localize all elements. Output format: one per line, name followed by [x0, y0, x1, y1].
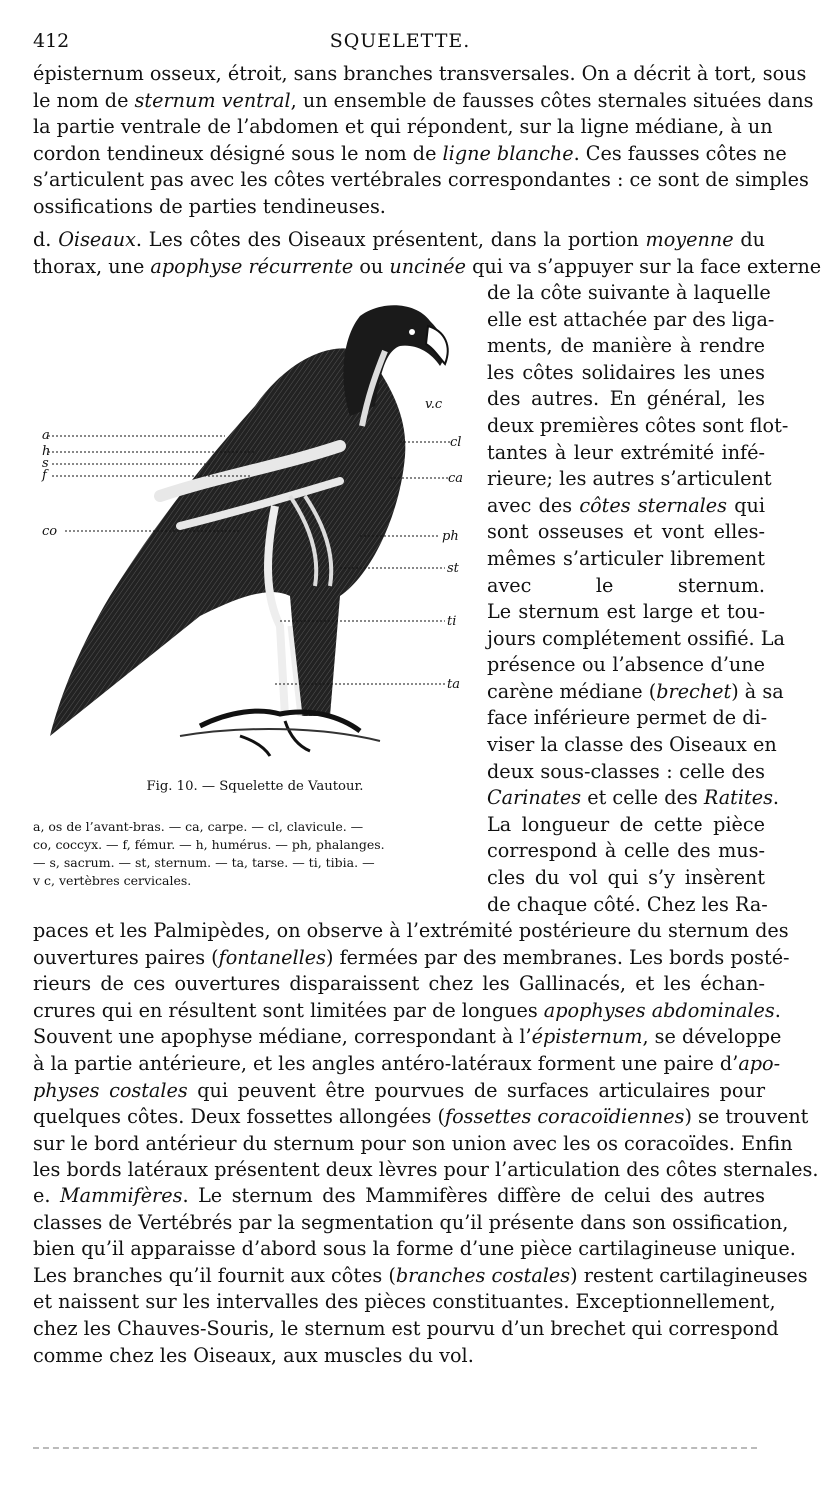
text-line: thorax, une apophyse récurrente ou uncinée qui va s’appuyer sur la face externe	[33, 254, 821, 278]
text-line: comme chez les Oiseaux, aux muscles du vol.	[33, 1343, 474, 1367]
text-line: mêmes s’articuler librement	[487, 547, 765, 570]
italic-term: physes costales	[33, 1078, 188, 1102]
text-line: de chaque côté. Chez les Ra-	[487, 892, 768, 916]
text-line: épisternum osseux, étroit, sans branches transversales. On a décrit à tort, sous	[33, 62, 807, 85]
text-line: ments, de manière à rendre	[487, 334, 765, 358]
italic-term: fontanelles	[218, 945, 326, 969]
label-a: a	[42, 428, 50, 443]
text-line: le nom de sternum ventral, un ensemble de fausses côtes sternales situées dans	[33, 88, 814, 112]
text-line: viser la classe des Oiseaux en	[487, 733, 777, 756]
text-line: physes costales qui peuvent être pourvues de surfaces articulaires pour	[33, 1078, 766, 1102]
text-line: sur le bord antérieur du sternum pour son union avec les os coracoïdes. Enfin	[33, 1131, 793, 1155]
legend-line: — s, sacrum. — st, sternum. — ta, tarse. — ti, tibia. —	[33, 855, 375, 870]
text-line: d. Oiseaux. Les côtes des Oiseaux présentent, dans la portion moyenne du	[33, 228, 766, 251]
text-line: carène médiane (brechet) à sa	[487, 679, 784, 703]
label-vc: v.c	[425, 397, 443, 412]
running-title: SQUELETTE.	[329, 30, 471, 52]
text-line: La longueur de cette pièce	[487, 812, 765, 836]
legend-line: co, coccyx. — f, fémur. — h, humérus. — ph, phalanges.	[33, 837, 385, 852]
vulture-skeleton-illustration	[40, 296, 464, 770]
text-line: les bords latéraux présentent deux lèvres pour l’articulation des côtes sternales.	[33, 1158, 819, 1182]
label-f: f	[42, 468, 47, 483]
italic-term: Mammifères	[59, 1184, 183, 1207]
text-line: crures qui en résultent sont limitées par de longues apophyses abdominales.	[33, 998, 781, 1022]
italic-term: apophyse récurrente	[150, 254, 354, 278]
text-line: correspond à celle des mus-	[487, 839, 765, 863]
text-line: Les branches qu’il fournit aux côtes (branches costales) restent cartilagineuses	[33, 1263, 808, 1287]
text-line: deux premières côtes sont flot-	[487, 414, 789, 437]
text-line: classes de Vertébrés par la segmentation qu’il présente dans son ossification,	[33, 1210, 789, 1234]
text-line: rieurs de ces ouvertures disparaissent chez les Gallinacés, et les échan-	[33, 972, 765, 996]
text-line: rieure; les autres s’articulent	[487, 467, 772, 491]
label-s: s	[42, 456, 49, 471]
text-line: tantes à leur extrémité infé-	[487, 440, 765, 464]
footer-rule	[33, 1447, 757, 1449]
label-h: h	[42, 444, 51, 459]
text-line: avec le sternum.	[487, 573, 765, 597]
italic-term: Ratites	[703, 786, 773, 810]
text-line: jours complétement ossifié. La	[487, 626, 785, 650]
text-line: face inférieure permet de di-	[487, 706, 768, 730]
label-st: st	[447, 561, 459, 576]
legend-line: v c, vertèbres cervicales.	[33, 873, 192, 888]
italic-term: Oiseaux	[58, 228, 136, 251]
text-line: présence ou l’absence d’une	[487, 653, 765, 677]
italic-term: brechet	[656, 679, 732, 703]
italic-term: branches costales	[395, 1263, 571, 1287]
label-cl: cl	[450, 435, 462, 450]
italic-term: apophyses abdominales	[543, 998, 775, 1022]
label-co: co	[42, 524, 58, 539]
text-line: les côtes solidaires les unes	[487, 360, 765, 384]
text-line: sont osseuses et vont elles-	[487, 520, 765, 544]
italic-term: épisternum	[531, 1025, 643, 1049]
text-line: paces et les Palmipèdes, on observe à l’extrémité postérieure du sternum des	[33, 919, 789, 942]
text-line: Le sternum est large et tou-	[487, 600, 765, 623]
text-line: elle est attachée par des liga-	[487, 307, 775, 331]
italic-term: côtes sternales	[579, 493, 727, 517]
label-ta: ta	[447, 677, 460, 692]
text-line: des autres. En général, les	[487, 387, 765, 411]
text-line: ouvertures paires (fontanelles) fermées par des membranes. Les bords posté-	[33, 945, 790, 969]
figure-caption: Fig. 10. — Squelette de Vautour.	[146, 779, 364, 794]
italic-term: Carinates	[487, 786, 582, 810]
label-ca: ca	[448, 471, 464, 486]
text-line: chez les Chauves-Souris, le sternum est pourvu d’un brechet qui correspond	[33, 1317, 779, 1340]
text-line: ossifications de parties tendineuses.	[33, 195, 386, 218]
text-line: bien qu’il apparaisse d’abord sous la forme d’une pièce cartilagineuse unique.	[33, 1237, 796, 1261]
text-line: cles du vol qui s’y insèrent	[487, 866, 765, 889]
text-line: e. Mammifères. Le sternum des Mammifères diffère de celui des autres	[33, 1184, 765, 1207]
text-line: à la partie antérieure, et les angles antéro-latéraux forment une paire d’apo-	[33, 1052, 781, 1075]
text-line: quelques côtes. Deux fossettes allongées (fossettes coracoïdiennes) se trouvent	[33, 1105, 809, 1129]
page-number: 412	[33, 30, 70, 52]
text-line: et naissent sur les intervalles des pièces constituantes. Exceptionnellement,	[33, 1290, 776, 1314]
italic-term: sternum ventral	[134, 88, 291, 112]
text-line: la partie ventrale de l’abdomen et qui répondent, sur la ligne médiane, à un	[33, 115, 773, 139]
italic-term: fossettes coracoïdiennes	[444, 1105, 685, 1129]
text-line: de la côte suivante à laquelle	[487, 281, 771, 304]
label-ti: ti	[447, 614, 457, 629]
italic-term: apo-	[738, 1052, 781, 1075]
text-line: Carinates et celle des Ratites.	[487, 786, 780, 810]
text-line: avec des côtes sternales qui	[487, 493, 765, 517]
italic-term: ligne blanche	[442, 141, 574, 165]
italic-term: moyenne	[645, 228, 734, 251]
running-header	[0, 30, 800, 60]
text-line: cordon tendineux désigné sous le nom de ligne blanche. Ces fausses côtes ne	[33, 141, 787, 165]
vulture-skeleton-figure	[40, 296, 464, 770]
italic-term: uncinée	[389, 254, 467, 278]
text-line: deux sous-classes : celle des	[487, 759, 765, 783]
text-line: s’articulent pas avec les côtes vertébrales correspondantes : ce sont de simples	[33, 168, 809, 192]
figure-legend	[33, 818, 473, 890]
text-line: Souvent une apophyse médiane, correspondant à l’épisternum, se développe	[33, 1025, 782, 1049]
legend-line: a, os de l’avant-bras. — ca, carpe. — cl, clavicule. —	[33, 819, 364, 834]
label-ph: ph	[442, 529, 459, 544]
